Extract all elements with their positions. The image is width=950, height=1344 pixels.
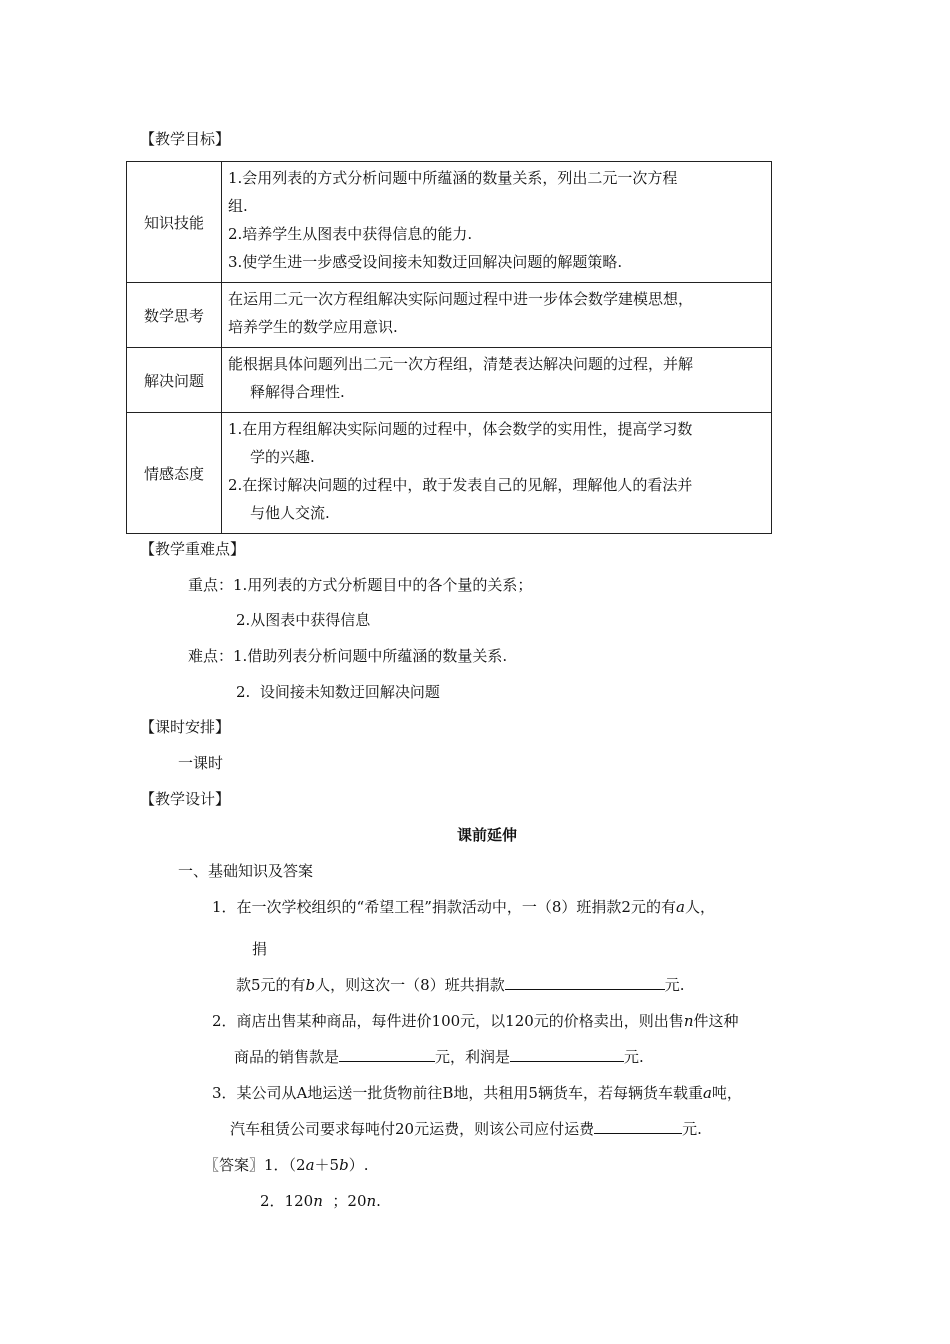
row-line: 学的兴趣. (250, 448, 315, 466)
answer-blank[interactable] (594, 1119, 682, 1134)
goals-heading: 【教学目标】 (140, 130, 231, 148)
table-row (127, 348, 772, 413)
row-line: 组. (228, 197, 248, 215)
question-1-line-1 (212, 896, 715, 917)
question-3-line-2 (230, 1118, 702, 1139)
answer-line-1 (204, 1154, 368, 1175)
answer-text: ；20 (322, 1192, 367, 1210)
focus-item-2: 2.从图表中获得信息 (236, 611, 371, 629)
goals-table (126, 161, 772, 534)
answer-blank[interactable] (505, 975, 665, 990)
row-line: 能根据具体问题列出二元一次方程组，清楚表达解决问题的过程，并解 (228, 355, 694, 373)
difficulty-item-1: 1.借助列表分析问题中所蕴涵的数量关系. (233, 647, 508, 665)
row-line: 2.培养学生从图表中获得信息的能力. (228, 225, 473, 243)
question-text: 商品的销售款是 (234, 1048, 340, 1066)
answer-text: . (376, 1192, 381, 1210)
row-content (222, 348, 772, 413)
question-text: 元. (664, 976, 685, 994)
table-row (127, 413, 772, 534)
difficulty-item-2: 2. 设间接未知数迂回解决问题 (236, 683, 440, 701)
row-line: 与他人交流. (250, 504, 330, 522)
row-line: 1.会用列表的方式分析问题中所蕴涵的数量关系，列出二元一次方程 (228, 169, 678, 187)
question-text: 元. (624, 1048, 644, 1066)
row-line: 释解得合理性. (250, 383, 345, 401)
row-line: 1.在用方程组解决实际问题的过程中，体会数学的实用性，提高学习数 (228, 420, 693, 438)
row-label: 数学思考 (127, 283, 222, 348)
variable: n (683, 1012, 694, 1030)
row-label: 解决问题 (127, 348, 222, 413)
table-row (127, 283, 772, 348)
answer-text: 2．120 (260, 1192, 314, 1210)
answer-blank[interactable] (339, 1047, 435, 1062)
row-content (222, 413, 772, 534)
table-row (127, 162, 772, 283)
focus-item-1: 1.用列表的方式分析题目中的各个量的关系； (233, 576, 533, 594)
variable: b (305, 976, 316, 994)
question-1-line-3 (236, 974, 684, 995)
focus-label: 重点： (188, 576, 234, 594)
difficulty-label: 难点： (188, 647, 234, 665)
row-line: 2.在探讨解决问题的过程中，敢于发表自己的见解，理解他人的看法并 (228, 476, 693, 494)
variable: a (702, 1084, 712, 1102)
question-text: 元. (682, 1120, 702, 1138)
variable: n (313, 1192, 323, 1210)
row-line: 培养学生的数学应用意识. (228, 318, 398, 336)
variable: a (675, 898, 685, 916)
row-line: 3.使学生进一步感受设间接未知数迂回解决问题的解题策略. (228, 253, 623, 271)
row-line: 在运用二元一次方程组解决实际问题过程中进一步体会数学建模思想， (228, 290, 694, 308)
key-points-heading: 【教学重难点】 (140, 540, 246, 558)
answer-label: 〖答案〗1． (204, 1156, 289, 1174)
schedule-heading: 【课时安排】 (140, 718, 231, 736)
question-text: 人， (684, 898, 715, 916)
row-content (222, 162, 772, 283)
variable: a (305, 1156, 315, 1174)
answer-text: ）. (348, 1156, 369, 1174)
question-text: 款5元的有 (236, 976, 306, 994)
difficulty-line-1 (188, 645, 507, 666)
row-content (222, 283, 772, 348)
question-text: 元，利润是 (435, 1048, 511, 1066)
variable: n (366, 1192, 377, 1210)
question-3-line-1 (212, 1082, 742, 1103)
subsection-title: 一、基础知识及答案 (178, 862, 314, 880)
focus-line-1 (188, 574, 532, 595)
question-2-line-1 (212, 1010, 739, 1031)
answer-line-2 (260, 1190, 381, 1211)
answer-blank[interactable] (510, 1047, 624, 1062)
question-text: 3．某公司从A地运送一批货物前往B地，共租用5辆货车，若每辆货车载重 (212, 1084, 703, 1102)
answer-text: ＋5 (314, 1156, 340, 1174)
question-text: 人，则这次一（8）班共捐款 (315, 976, 505, 994)
row-label: 情感态度 (127, 413, 222, 534)
question-text: 汽车租赁公司要求每吨付20元运费，则该公司应付运费 (230, 1120, 595, 1138)
section-title: 课前延伸 (457, 826, 518, 844)
question-1-line-2: 捐 (252, 940, 268, 958)
design-heading: 【教学设计】 (140, 790, 231, 808)
question-2-line-2 (234, 1046, 644, 1067)
question-text: 吨， (711, 1084, 742, 1102)
row-label: 知识技能 (127, 162, 222, 283)
question-text: 1．在一次学校组织的“希望工程”捐款活动中，一（8）班捐款2元的有 (212, 898, 676, 916)
question-text: 件这种 (693, 1012, 739, 1030)
schedule-text: 一课时 (178, 754, 224, 772)
question-text: 2．商店出售某种商品，每件进价100元，以120元的价格卖出，则出售 (212, 1012, 684, 1030)
variable: b (339, 1156, 349, 1174)
answer-text: （2 (288, 1156, 306, 1174)
